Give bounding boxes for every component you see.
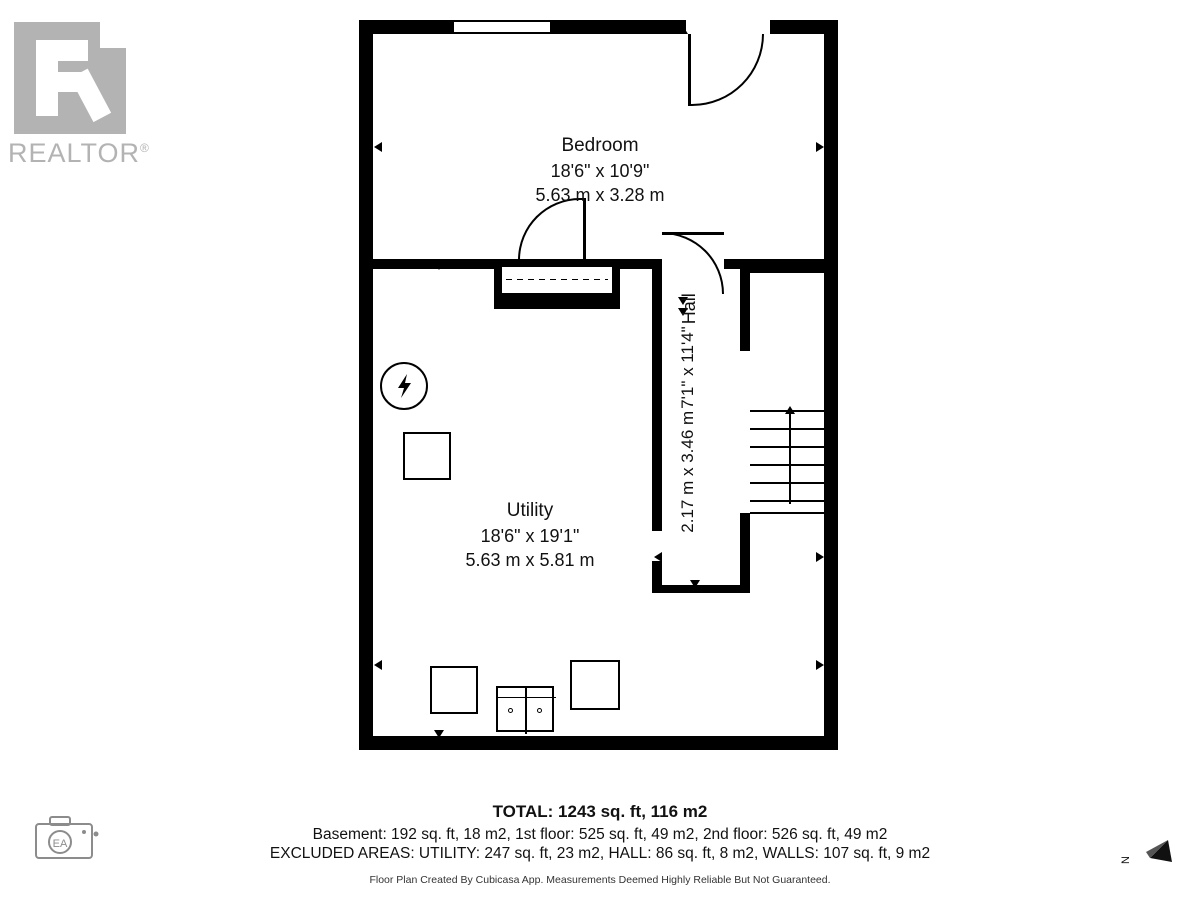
- room-name-utility: Utility: [506, 500, 554, 521]
- dim-arrow-hall-right: [816, 552, 824, 562]
- room-label-utility: [380, 498, 680, 572]
- interior-wall-hall-top: [724, 259, 740, 269]
- stairs-up-arrowhead: [785, 406, 795, 414]
- north-arrow-icon: [1120, 836, 1176, 872]
- exterior-wall-right: [824, 20, 838, 750]
- door-leaf-hall: [662, 232, 724, 235]
- door-opening-top: [686, 20, 770, 34]
- closet-dashed-line: [506, 279, 608, 280]
- utility-equipment-box-2: [430, 666, 478, 714]
- room-dim-imperial-utility: 18'6" x 19'1": [480, 525, 580, 546]
- summary-total: TOTAL: 1243 sq. ft, 116 m2: [492, 802, 708, 821]
- stairs-up-icon: [789, 412, 791, 504]
- electrical-panel-icon: [380, 362, 428, 410]
- door-swing-entry: [688, 34, 764, 106]
- room-dim-metric-hall: 2.17 m x 3.46 m: [678, 410, 697, 533]
- room-dim-metric-bedroom: 5.63 m x 3.28 m: [535, 184, 665, 205]
- room-dim-metric-utility: 5.63 m x 5.81 m: [465, 549, 595, 570]
- dim-arrow-bedroom-right: [816, 142, 824, 152]
- room-name-hall: Hall: [679, 293, 699, 325]
- dim-arrow-utility-right: [816, 660, 824, 670]
- lightning-bolt-icon: [382, 364, 426, 408]
- area-summary: [0, 802, 1200, 886]
- exterior-wall-left: [359, 20, 373, 750]
- interior-wall-hall-left: [652, 269, 662, 321]
- exterior-wall-bottom: [359, 736, 838, 750]
- svg-text:EA: EA: [52, 838, 68, 850]
- door-swing-hall: [662, 232, 724, 294]
- door-leaf-entry: [688, 34, 691, 106]
- interior-wall-stair-left-2: [740, 513, 750, 593]
- dim-arrow-bedroom-top: [678, 26, 688, 34]
- dim-arrow-hall-bottom: [690, 580, 700, 588]
- north-letter: N: [1119, 856, 1132, 864]
- dim-arrow-utility-left: [374, 660, 382, 670]
- utility-equipment-box-3: [570, 660, 620, 710]
- exterior-wall-top-mid: [552, 20, 686, 34]
- room-label-bedroom: [450, 133, 750, 207]
- utility-equipment-box-1: [403, 432, 451, 480]
- door-leaf-closet: [583, 198, 586, 260]
- registered-mark: ®: [140, 141, 150, 155]
- interior-wall-stair-landing: [740, 259, 824, 273]
- room-dim-imperial-hall: 7'1" x 11'4": [678, 326, 697, 409]
- closet-interior: [502, 267, 612, 293]
- room-label-hall: [677, 293, 743, 533]
- summary-breakdown: Basement: 192 sq. ft, 18 m2, 1st floor: 525 sq. ft, 49 m2, 2nd floor: 526 sq. ft, 49 m2: [312, 826, 888, 843]
- interior-wall-hall-bottom: [652, 585, 748, 593]
- dim-arrow-bedroom-bottom: [434, 262, 444, 270]
- stairs: [750, 410, 824, 514]
- summary-excluded: EXCLUDED AREAS: UTILITY: 247 sq. ft, 23 m2, HALL: 86 sq. ft, 8 m2, WALLS: 107 sq. ft, 9 m2: [269, 845, 931, 863]
- interior-wall-bedroom-right: [620, 259, 662, 269]
- room-dim-imperial-bedroom: 18'6" x 10'9": [550, 160, 650, 181]
- door-swing-closet: [518, 198, 586, 260]
- camera-watermark: [32, 812, 104, 868]
- washer-dryer-icon: [496, 686, 554, 732]
- summary-disclaimer: Floor Plan Created By Cubicasa App. Measurements Deemed Highly Reliable But Not Guaranteed.: [369, 873, 831, 886]
- room-name-bedroom: Bedroom: [561, 135, 639, 156]
- realtor-brand-text: REALTOR: [8, 138, 141, 168]
- camera-icon: [32, 812, 104, 868]
- window-top: [452, 20, 552, 34]
- dim-arrow-utility-bottom: [434, 730, 444, 738]
- dim-arrow-bedroom-left: [374, 142, 382, 152]
